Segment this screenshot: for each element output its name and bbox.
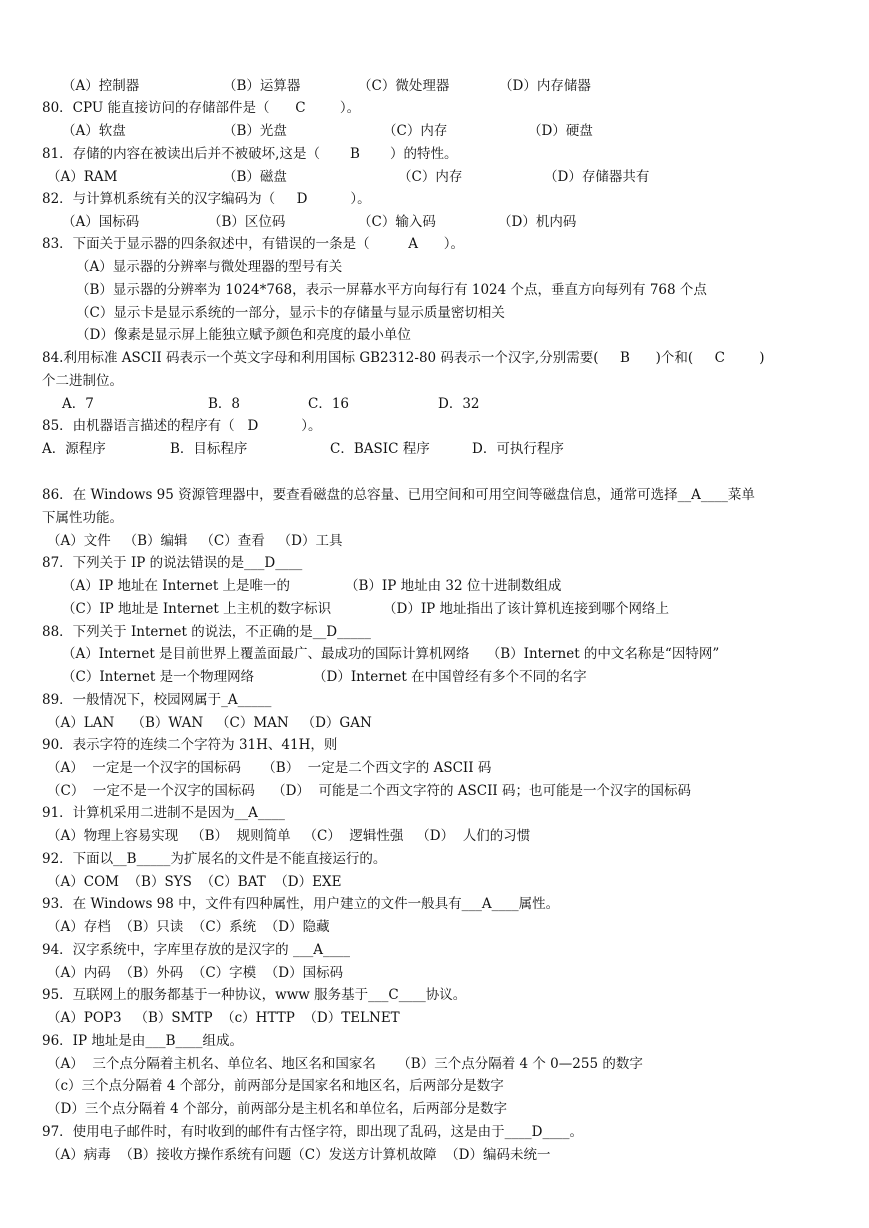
text-line	[0, 120, 869, 142]
text-segment: （D）Internet 在中国曾经有多个不同的名字	[313, 669, 587, 685]
text-segment: （D）内存储器	[499, 78, 591, 94]
text-segment: （B）区位码	[208, 214, 286, 230]
text-line	[0, 712, 869, 734]
text-line	[0, 530, 869, 552]
text-segment: （A）Internet 是目前世界上覆盖面最广、最成功的国际计算机网络 （B）Internet 的中文名称是“因特网”	[62, 646, 720, 662]
text-segment: 89．一般情况下，校园网属于_A_____	[42, 692, 272, 708]
text-line	[0, 1053, 869, 1075]
text-segment: （C）内存	[383, 123, 448, 139]
text-segment: （A）物理上容易实现 （B） 规则简单 （C） 逻辑性强 （D） 人们的习惯	[47, 828, 531, 844]
text-segment: （A）软盘	[62, 123, 126, 139]
text-line	[0, 734, 869, 756]
text-segment: （A）国标码	[62, 214, 140, 230]
text-line	[0, 643, 869, 665]
text-segment: （B）运算器	[223, 78, 301, 94]
text-segment: （A）IP 地址在 Internet 上是唯一的	[62, 578, 291, 594]
text-segment: （C）Internet 是一个物理网络	[62, 669, 255, 685]
text-line	[0, 962, 869, 984]
text-segment: （A） 一定是一个汉字的国标码 （B） 一定是二个西文字的 ASCII 码	[47, 760, 492, 776]
text-line	[0, 166, 869, 188]
text-line	[0, 757, 869, 779]
text-segment: 87．下列关于 IP 的说法错误的是___D____	[42, 555, 303, 571]
text-line	[0, 279, 869, 301]
text-segment: 88．下列关于 Internet 的说法，不正确的是__D_____	[42, 624, 371, 640]
text-line	[0, 1030, 869, 1052]
text-segment: （A）显示器的分辨率与微处理器的型号有关	[76, 259, 343, 275]
text-line	[0, 393, 869, 415]
text-segment: （B）IP 地址由 32 位十进制数组成	[345, 578, 562, 594]
text-segment: B．8	[208, 396, 241, 412]
text-segment: A．源程序	[42, 441, 106, 457]
text-segment: 81．存储的内容在被读出后并不被破坏,这是（ B ）的特性。	[42, 146, 458, 162]
text-line	[0, 233, 869, 255]
text-segment: （C） 一定不是一个汉字的国标码 （D） 可能是二个西文字符的 ASCII 码；也可能是一个汉字的国标码	[47, 783, 692, 799]
text-line	[0, 802, 869, 824]
text-segment: 95．互联网上的服务都基于一种协议，www 服务基于___C____协议。	[42, 987, 467, 1003]
text-segment: （A）控制器	[62, 78, 140, 94]
text-line	[0, 621, 869, 643]
text-line	[0, 939, 869, 961]
text-segment: （c）三个点分隔着 4 个部分，前两部分是国家名和地区名，后两部分是数字	[47, 1078, 504, 1094]
text-segment: （D）三个点分隔着 4 个部分，前两部分是主机名和单位名，后两部分是数字	[47, 1101, 507, 1117]
text-line	[0, 1075, 869, 1097]
text-segment: （A）存档 （B）只读 （C）系统 （D）隐藏	[47, 919, 330, 935]
text-line	[0, 347, 869, 369]
text-segment: 92．下面以__B_____为扩展名的文件是不能直接运行的。	[42, 851, 387, 867]
text-line	[0, 598, 869, 620]
text-line	[0, 256, 869, 278]
text-line	[0, 916, 869, 938]
text-segment: （A）文件 （B）编辑 （C）查看 （D）工具	[47, 533, 343, 549]
text-segment: 96．IP 地址是由___B____组成。	[42, 1033, 244, 1049]
text-segment: （C）IP 地址是 Internet 上主机的数字标识	[62, 601, 332, 617]
text-segment: 90．表示字符的连续二个字符为 31H、41H，则	[42, 737, 338, 753]
text-line	[0, 893, 869, 915]
text-line	[0, 1121, 869, 1143]
text-segment: （C）内存	[398, 169, 463, 185]
text-line	[0, 689, 869, 711]
text-segment: （D）机内码	[498, 214, 577, 230]
text-line	[0, 825, 869, 847]
text-line	[0, 984, 869, 1006]
text-line	[0, 211, 869, 233]
text-line	[0, 780, 869, 802]
text-segment: （A） 三个点分隔着主机名、单位名、地区名和国家名 （B）三个点分隔着 4 个 0—255 的数字	[47, 1056, 643, 1072]
text-line	[0, 324, 869, 346]
text-segment: （A）RAM	[47, 169, 118, 185]
text-segment: （B）光盘	[223, 123, 287, 139]
text-segment: C．16	[308, 396, 350, 412]
text-line	[0, 143, 869, 165]
text-segment: 80．CPU 能直接访问的存储部件是（ C ）。	[42, 100, 361, 116]
text-segment: （C）输入码	[358, 214, 436, 230]
text-line	[0, 484, 869, 506]
text-segment: （A）LAN （B）WAN （C）MAN （D）GAN	[47, 715, 372, 731]
text-segment: 84.利用标准 ASCII 码表示一个英文字母和利用国标 GB2312-80 码表示一个汉字,分别需要( B )个和( C )	[42, 350, 765, 366]
text-segment: （C）显示卡是显示系统的一部分，显示卡的存储量与显示质量密切相关	[76, 305, 505, 321]
text-line	[0, 438, 869, 460]
text-segment: （B）磁盘	[223, 169, 287, 185]
text-segment: 个二进制位。	[42, 373, 123, 389]
text-segment: （D）IP 地址指出了该计算机连接到哪个网络上	[383, 601, 670, 617]
text-segment: A．7	[62, 396, 94, 412]
text-segment: 83．下面关于显示器的四条叙述中，有错误的一条是（ A ）。	[42, 236, 465, 252]
text-line	[0, 370, 869, 392]
text-segment: 93．在 Windows 98 中，文件有四种属性，用户建立的文件一般具有___A____属性。	[42, 896, 560, 912]
text-segment: 97．使用电子邮件时，有时收到的邮件有古怪字符，即出现了乱码，这是由于____D____。	[42, 1124, 584, 1140]
text-segment: D．32	[438, 396, 480, 412]
text-segment: 下属性功能。	[42, 510, 123, 526]
text-segment: （D）像素是显示屏上能独立赋予颜色和亮度的最小单位	[76, 327, 411, 343]
text-segment: C．BASIC 程序	[330, 441, 430, 457]
text-segment: （D）存储器共有	[544, 169, 650, 185]
text-line	[0, 575, 869, 597]
text-segment: （D）硬盘	[528, 123, 593, 139]
text-segment: 86．在 Windows 95 资源管理器中，要查看磁盘的总容量、已用空间和可用空间等磁盘信息，通常可选择__A____菜单	[42, 487, 755, 503]
text-line	[0, 415, 869, 437]
text-segment: （A）POP3 （B）SMTP （c）HTTP （D）TELNET	[47, 1010, 400, 1026]
text-segment: （A）病毒 （B）接收方操作系统有问题（C）发送方计算机故障 （D）编码未统一	[47, 1147, 551, 1163]
text-line	[0, 871, 869, 893]
text-segment: 82．与计算机系统有关的汉字编码为（ D ）。	[42, 191, 371, 207]
text-segment: D．可执行程序	[472, 441, 564, 457]
text-segment: B．目标程序	[170, 441, 248, 457]
text-line	[0, 1098, 869, 1120]
text-segment: 94．汉字系统中，字库里存放的是汉字的 ___A____	[42, 942, 350, 958]
text-segment: （A）内码 （B）外码 （C）字模 （D）国标码	[47, 965, 344, 981]
text-line	[0, 97, 869, 119]
text-line	[0, 188, 869, 210]
text-line	[0, 1144, 869, 1166]
text-line	[0, 75, 869, 97]
text-line	[0, 507, 869, 529]
text-line	[0, 666, 869, 688]
text-segment: 85．由机器语言描述的程序有（ D ）。	[42, 418, 322, 434]
text-line	[0, 848, 869, 870]
text-segment: （C）微处理器	[358, 78, 450, 94]
text-segment: （B）显示器的分辨率为 1024*768，表示一屏幕水平方向每行有 1024 个点，垂直方向每列有 768 个点	[76, 282, 707, 298]
text-line	[0, 1007, 869, 1029]
text-segment: 91．计算机采用二进制不是因为__A____	[42, 805, 285, 821]
text-line	[0, 552, 869, 574]
text-line	[0, 302, 869, 324]
text-segment: （A）COM （B）SYS （C）BAT （D）EXE	[47, 874, 342, 890]
